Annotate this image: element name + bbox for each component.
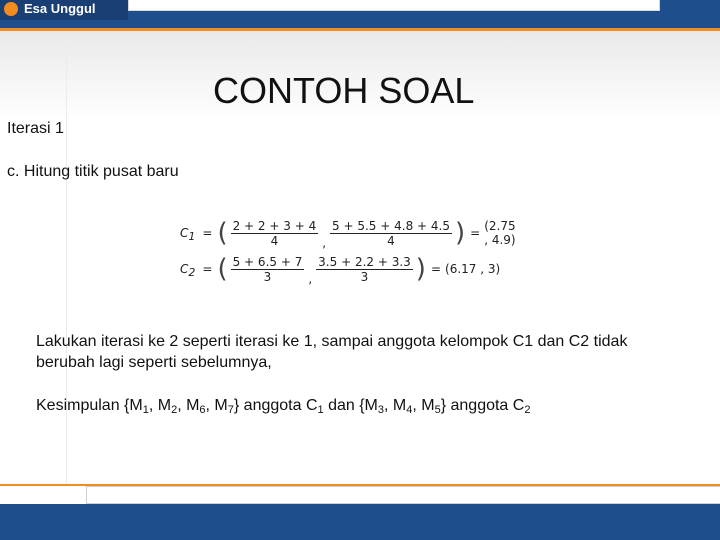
footer-frame [86, 486, 720, 504]
formula-row: $C_1$ = ( $\frac{2 + 2 + 3 + 4}{4}$ , $\frac{5 + 5.5 + 4.8 + 4.5}{4}$ ) = (2.75 , 4.9) [180, 216, 520, 250]
instruction-paragraph: Lakukan iterasi ke 2 seperti iterasi ke 1, sampai anggota kelompok C1 dan C2 tidak berubah lagi seperti sebelumnya, [36, 333, 628, 371]
centroid-formulas [180, 214, 520, 286]
formula-variable: $C_1$ [180, 226, 196, 243]
formula-result: (2.75 , 4.9) [484, 219, 516, 247]
formula-row: $C_2$ = ( $\frac{5 + 6.5 + 7}{3}$ , $\frac{3.5 + 2.2 + 3.3}{3}$ ) = (6.17 , 3) [180, 254, 501, 286]
fraction: $\frac{3.5 + 2.2 + 3.3}{3}$ [318, 254, 411, 284]
step-label: c. Hitung titik pusat baru [7, 163, 179, 180]
fraction: $\frac{5 + 5.5 + 4.8 + 4.5}{4}$ [332, 218, 450, 248]
conclusion-text: Kesimpulan {$M_1$, $M_2$, $M_6$, $M_7$} anggota $C_1$ dan {$M_3$, $M_4$, $M_5$} anggota $C_2$ [36, 397, 531, 416]
footer-band [0, 504, 720, 540]
formula-variable: $C_2$ [180, 262, 196, 279]
header-band [0, 0, 720, 28]
slide-title: CONTOH SOAL [213, 70, 475, 111]
logo-text: Esa Unggul [24, 1, 96, 16]
fraction: $\frac{5 + 6.5 + 7}{3}$ [232, 254, 303, 284]
iteration-label: Iterasi 1 [7, 120, 64, 137]
margin-guide [66, 34, 67, 484]
logo [0, 0, 128, 20]
header-frame [128, 0, 660, 11]
logo-mark-icon [4, 2, 18, 16]
fraction: $\frac{2 + 2 + 3 + 4}{4}$ [232, 218, 317, 248]
formula-result: (6.17 , 3) [445, 262, 501, 276]
